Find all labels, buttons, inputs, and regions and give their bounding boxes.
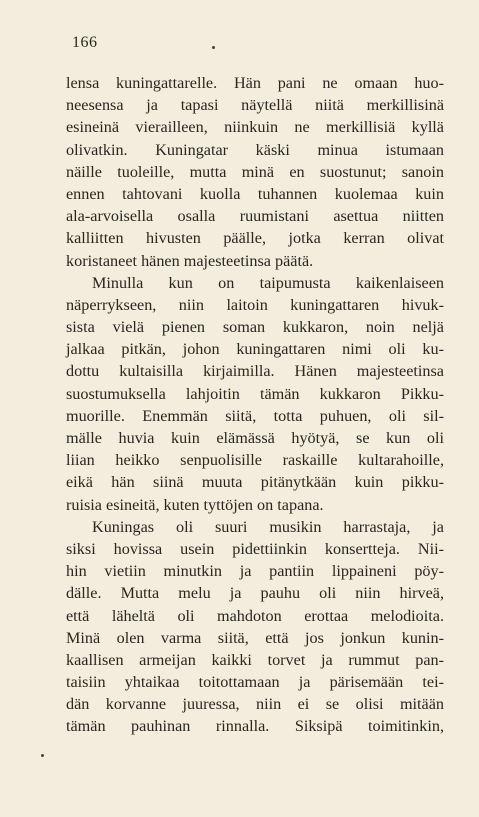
- text-line: mälle huvia kuin elämässä hyötyä, se kun oli: [66, 429, 444, 447]
- text-line: Minulla kun on taipumusta kaikenlaiseen: [92, 273, 444, 292]
- text-line: esineinä vierailleen, niinkuin ne merkillisiä kyllä: [66, 118, 444, 137]
- page-number: 166: [72, 34, 98, 51]
- text-line: liian heikko senpuolisille raskaille kultarahoille,: [66, 451, 444, 470]
- text-line: eikä hän siinä muuta pitänytkään kuin pikku-: [66, 473, 444, 492]
- text-line: näperrykseen, niin laitoin kuningattaren hivuk-: [66, 295, 444, 314]
- text-line: ruisia esineitä, kuten tyttöjen on tapana.: [66, 495, 324, 514]
- text-line: lensa kuningattarelle. Hän pani ne omaan huo-: [66, 74, 444, 92]
- text-line: neesensa ja tapasi näytellä niitä merkillisinä: [66, 96, 444, 115]
- text-line: kaallisen armeijan kaikki torvet ja rummut pan-: [66, 650, 444, 669]
- text-line: tämän pauhinan rinnalla. Siksipä toimitinkin,: [66, 717, 444, 736]
- text-line: dottu kultaisilla kirjaimilla. Hänen majesteetinsa: [66, 362, 444, 381]
- text-line: jalkaa pitkän, johon kuningattaren nimi oli ku-: [66, 340, 444, 359]
- text-line: kalliitten hivusten päälle, jotka kerran olivat: [66, 229, 444, 248]
- text-line: suostumuksella lahjoitin tämän kukkaron Pikku-: [66, 384, 444, 403]
- text-line: sista vielä pienen soman kukkaron, noin neljä: [66, 318, 444, 337]
- text-line: näille tuoleille, mutta minä en suostunut; sanoin: [66, 162, 444, 181]
- text-line: olivatkin. Kuningatar käski minua istumaan: [66, 140, 444, 159]
- text-line: ala-arvoisella osalla ruumistani asettua niitten: [66, 207, 444, 226]
- text-line: siksi hovissa usein pidettiinkin konsertteja. Nii-: [66, 539, 444, 558]
- text-line: dälle. Mutta melu ja pauhu oli niin hirveä,: [66, 584, 444, 603]
- text-line: taisiin yhtaikaa toitottamaan ja pärisemään tei-: [66, 673, 444, 692]
- text-line: dän korvanne juuressa, niin ei se olisi mitään: [66, 695, 444, 714]
- text-line: hin vietiin minutkin ja pantiin lippaineni pöy-: [66, 562, 444, 581]
- print-speck: [41, 754, 44, 757]
- text-line: muorille. Enemmän siitä, totta puhuen, oli sil-: [66, 406, 444, 425]
- text-line: Minä olen varma siitä, että jos jonkun kunin-: [66, 628, 444, 647]
- print-speck: [212, 46, 215, 49]
- text-line: ennen tahtovani kuolla tuhannen kuolemaa kuin: [66, 184, 444, 203]
- text-line: että läheltä oli mahdoton erottaa melodioita.: [66, 606, 444, 625]
- text-line: koristaneet hänen majesteetinsa päätä.: [66, 251, 314, 270]
- text-line: Kuningas oli suuri musikin harrastaja, ja: [92, 517, 444, 536]
- body-text: [66, 72, 444, 738]
